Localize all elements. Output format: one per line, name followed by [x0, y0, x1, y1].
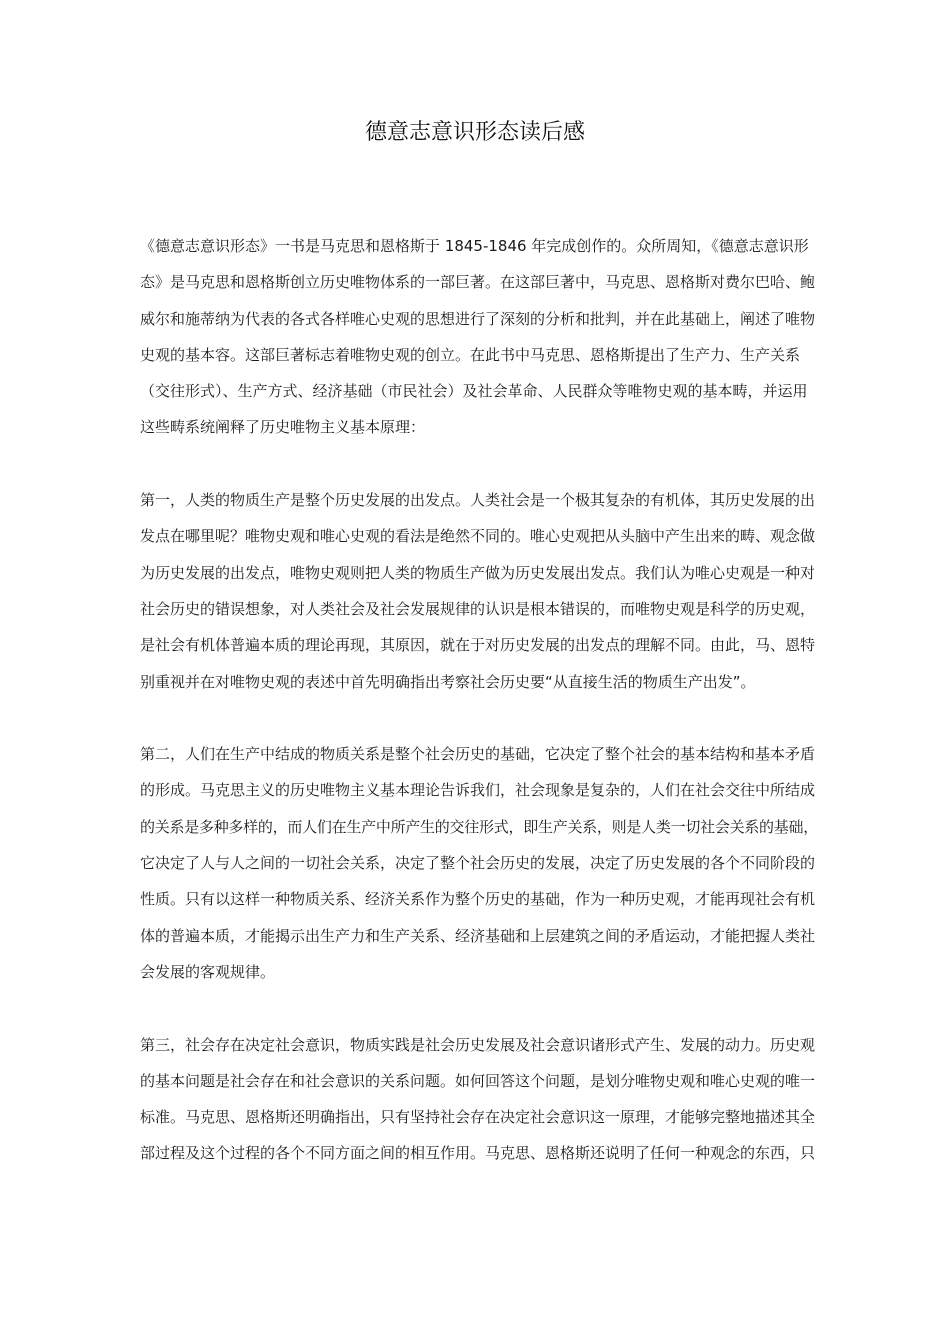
- text-line: 第一，人类的物质生产是整个历史发展的出发点。人类社会是一个极其复杂的有机体，其历史发展的出: [140, 491, 816, 510]
- text-line: 第二，人们在生产中结成的物质关系是整个社会历史的基础，它决定了整个社会的基本结构和基本矛盾: [140, 745, 816, 764]
- text-line: 态》是马克思和恩格斯创立历史唯物体系的一部巨著。在这部巨著中，马克思、恩格斯对费尔巴哈、鲍: [140, 273, 816, 292]
- text-line: 它决定了人与人之间的一切社会关系，决定了整个社会历史的发展，决定了历史发展的各个不同阶段的: [140, 854, 816, 873]
- text-line: 社会历史的错误想象，对人类社会及社会发展规律的认识是根本错误的，而唯物史观是科学的历史观，: [140, 599, 816, 618]
- paragraph-spacer: [140, 446, 816, 482]
- text-line: 部过程及这个过程的各个不同方面之间的相互作用。马克思、恩格斯还说明了任何一种观念的东西，只: [140, 1144, 816, 1163]
- text-line: 《德意志意识形态》一书是马克思和恩格斯于 1845-1846 年完成创作的。众所周知，《德意志意识形: [140, 237, 809, 255]
- paragraph-intro: [140, 228, 816, 446]
- text-line: 的形成。马克思主义的历史唯物主义基本理论告诉我们，社会现象是复杂的，人们在社会交往中所结成: [140, 781, 816, 800]
- text-line: 是社会有机体普遍本质的理论再现，其原因，就在于对历史发展的出发点的理解不同。由此，马、恩特: [140, 636, 816, 655]
- text-line: 为历史发展的出发点，唯物史观则把人类的物质生产做为历史发展出发点。我们认为唯心史观是一种对: [140, 563, 816, 582]
- text-line: 第三，社会存在决定社会意识，物质实践是社会历史发展及社会意识诸形式产生、发展的动力。历史观: [140, 1035, 816, 1054]
- paragraph-first-point: [140, 482, 816, 700]
- text-line: 威尔和施蒂纳为代表的各式各样唯心史观的思想进行了深刻的分析和批判，并在此基础上，阐述了唯物: [140, 309, 816, 328]
- text-line: 发点在哪里呢？唯物史观和唯心史观的看法是绝然不同的。唯心史观把从头脑中产生出来的畴、观念做: [140, 527, 816, 546]
- paragraph-spacer: [140, 990, 816, 1026]
- text-line: 这些畴系统阐释了历史唯物主义基本原理：: [140, 418, 426, 437]
- paragraph-spacer: [140, 700, 816, 736]
- text-line: （交往形式）、生产方式、经济基础（市民社会）及社会革命、人民群众等唯物史观的基本畴，并运用: [140, 382, 808, 401]
- text-line: 会发展的客观规律。: [140, 962, 276, 981]
- text-line: 性质。只有以这样一种物质关系、经济关系作为整个历史的基础，作为一种历史观，才能再现社会有机: [140, 890, 816, 909]
- text-line: 标准。马克思、恩格斯还明确指出，只有坚持社会存在决定社会意识这一原理，才能够完整地描述其全: [140, 1108, 816, 1127]
- text-line: 的基本问题是社会存在和社会意识的关系问题。如何回答这个问题，是划分唯物史观和唯心史观的唯一: [140, 1071, 816, 1090]
- text-line: 体的普遍本质，才能揭示出生产力和生产关系、经济基础和上层建筑之间的矛盾运动，才能把握人类社: [140, 926, 816, 945]
- paragraph-third-point: [140, 1027, 816, 1172]
- text-line: 的关系是多种多样的，而人们在生产中所产生的交往形式，即生产关系，则是人类一切社会关系的基础，: [140, 817, 819, 836]
- document-title: 德意志意识形态读后感: [364, 120, 585, 145]
- text-line: 别重视并在对唯物史观的表述中首先明确指出考察社会历史要“从直接生活的物质生产出发”。: [140, 672, 756, 691]
- document-body: [140, 228, 819, 1172]
- text-line: 史观的基本容。这部巨著标志着唯物史观的创立。在此书中马克思、恩格斯提出了生产力、生产关系: [140, 345, 801, 364]
- paragraph-second-point: [140, 736, 819, 990]
